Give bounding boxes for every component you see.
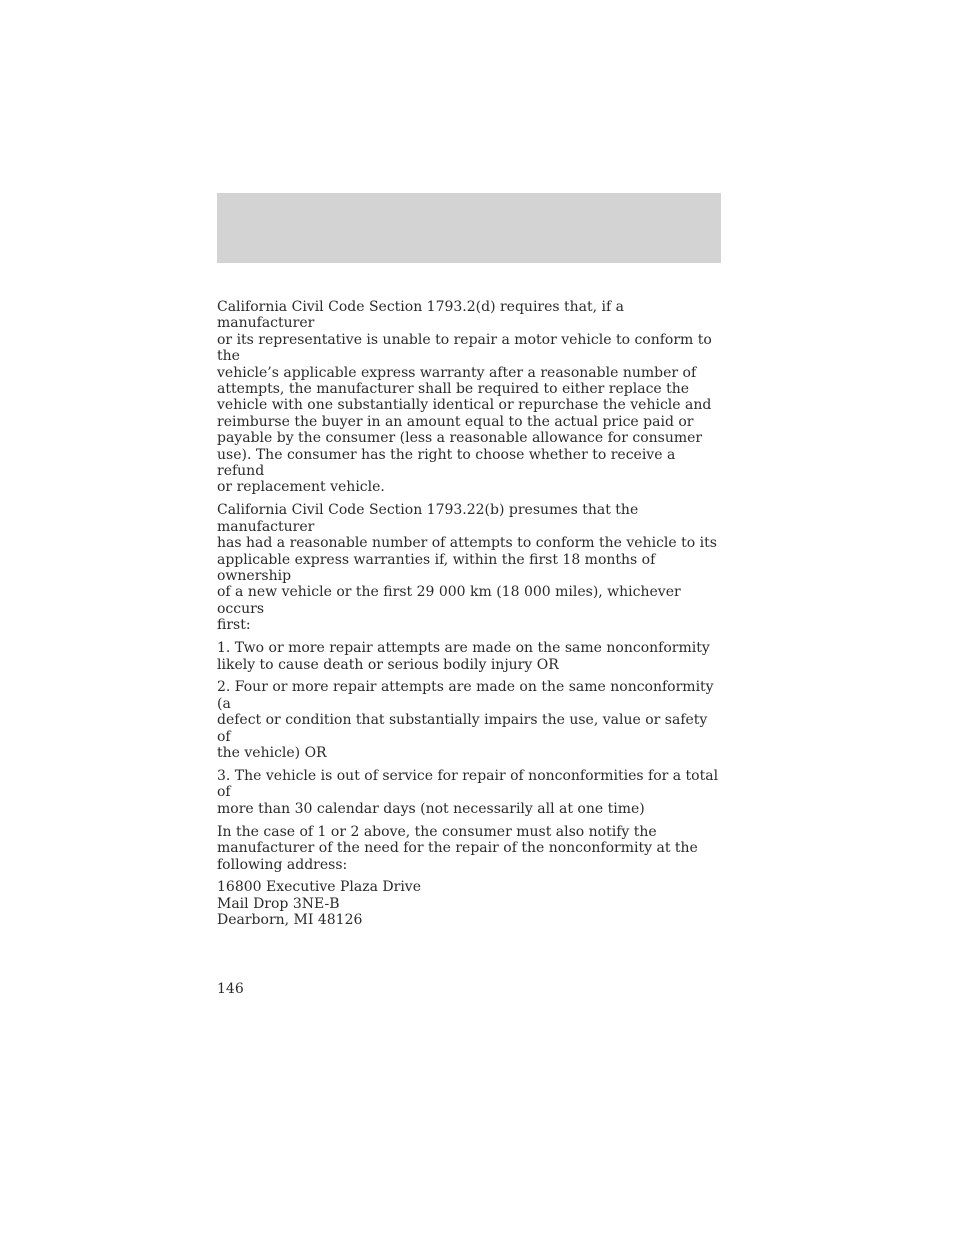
- list-item-condition-2: 2. Four or more repair attempts are made on the same nonconformity (a defect or condition that substantially impairs the use, value or safety of the vehicle) OR: [217, 679, 714, 762]
- mailing-address: 16800 Executive Plaza Drive Mail Drop 3NE-B Dearborn, MI 48126: [217, 879, 421, 929]
- document-body: [217, 299, 723, 935]
- paragraph-presumption: California Civil Code Section 1793.22(b) presumes that the manufacturer has had a reasonable number of attempts to conform the vehicle to its applicable express warranties if, within the first 18 months of ownership of a new vehicle or the first 29 000 km (18 000 miles), whichever occurs first:: [217, 502, 717, 634]
- header-band: [217, 193, 721, 263]
- list-item-condition-1: 1. Two or more repair attempts are made on the same nonconformity likely to cause death or serious bodily injury OR: [217, 640, 710, 673]
- list-item-condition-3: 3. The vehicle is out of service for repair of nonconformities for a total of more than 30 calendar days (not necessarily all at one time): [217, 767, 719, 817]
- paragraph-notification: In the case of 1 or 2 above, the consumer must also notify the manufacturer of the need for the repair of the nonconformity at the following address:: [217, 823, 698, 873]
- page-number: 146: [217, 981, 244, 997]
- paragraph-replacement-requirement: California Civil Code Section 1793.2(d) requires that, if a manufacturer or its representative is unable to repair a motor vehicle to conform to the vehicle’s applicable express warranty after a reasonable number of attempts, the manufacturer shall be required to either replace the vehicle with one substantially identical or repurchase the vehicle and reimburse the buyer in an amount equal to the actual price paid or payable by the consumer (less a reasonable allowance for consumer use). The consumer has the right to choose whether to receive a refund or replacement vehicle.: [217, 299, 712, 496]
